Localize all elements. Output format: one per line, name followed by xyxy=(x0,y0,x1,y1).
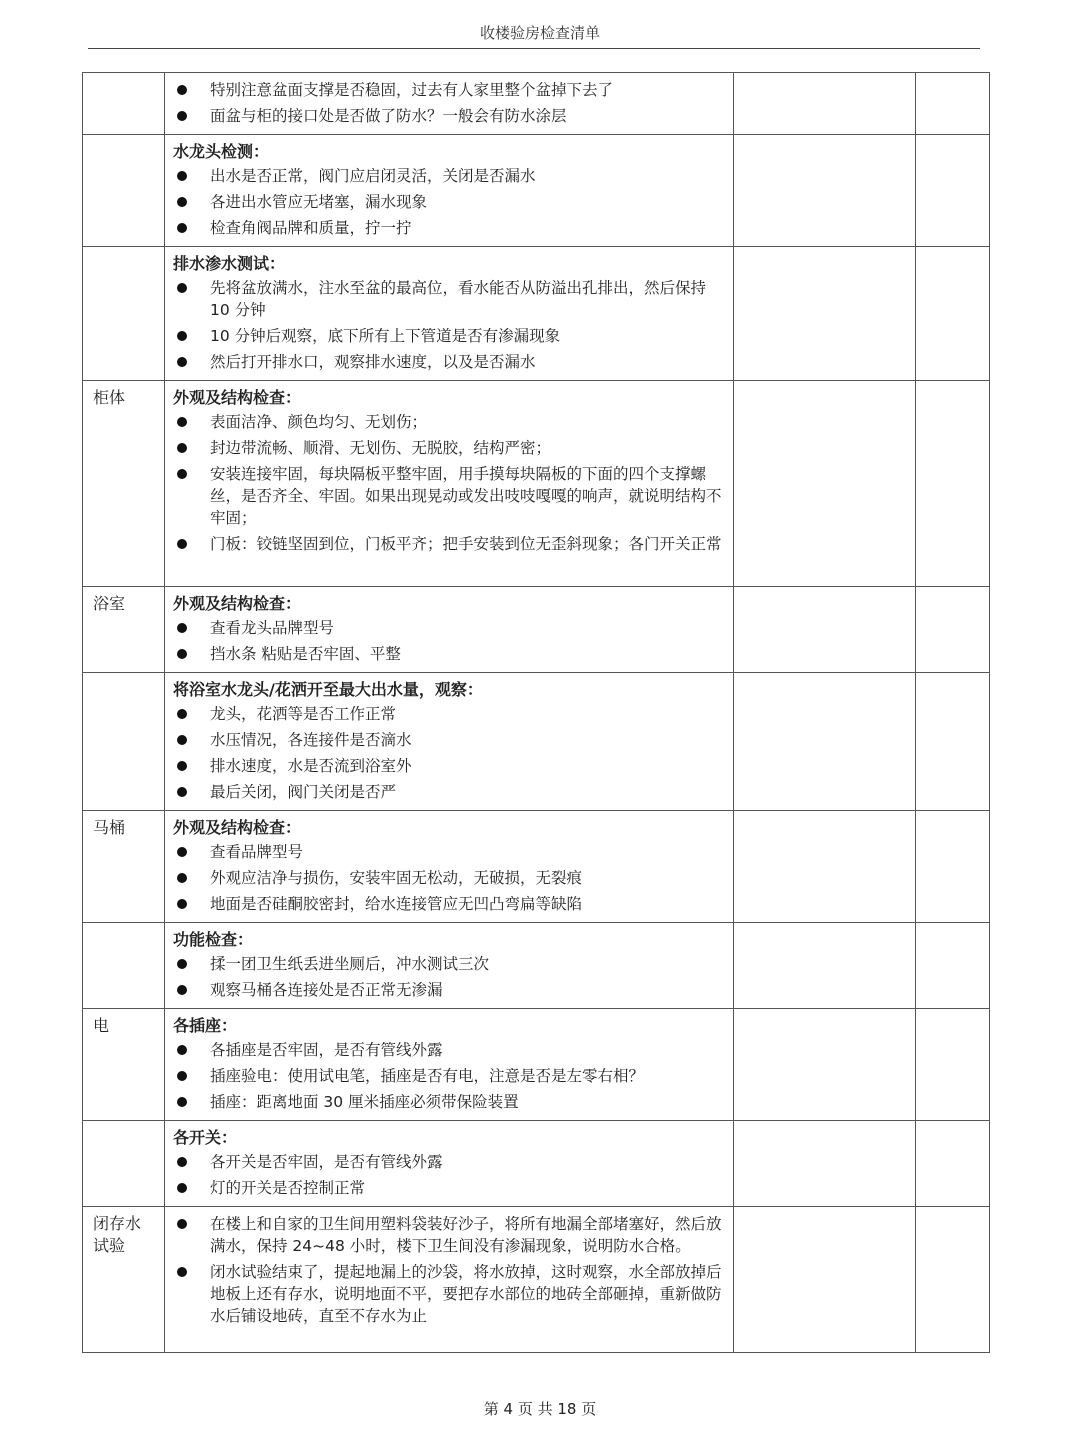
bullet-icon xyxy=(177,197,187,207)
page-number: 第 4 页 共 18 页 xyxy=(483,1400,597,1418)
check-result-cell xyxy=(734,1009,916,1121)
bullet-icon xyxy=(177,787,187,797)
remark-cell xyxy=(916,381,990,587)
section-heading: 外观及结构检查： xyxy=(173,594,302,613)
bullet-icon xyxy=(177,847,187,857)
bullet-icon xyxy=(177,649,187,659)
list-item: 灯的开关是否控制正常 xyxy=(173,1177,725,1199)
check-result-cell xyxy=(734,381,916,587)
check-result-cell xyxy=(734,673,916,811)
list-item: 最后关闭，阀门关闭是否严 xyxy=(173,781,725,803)
category-cell xyxy=(83,811,165,923)
bullet-icon xyxy=(177,873,187,883)
list-item: 各插座是否牢固，是否有管线外露 xyxy=(173,1039,725,1061)
header-divider xyxy=(88,48,980,49)
category-cell xyxy=(83,1121,165,1207)
list-item: 水压情况，各连接件是否滴水 xyxy=(173,729,725,751)
list-item: 在楼上和自家的卫生间用塑料袋装好沙子，将所有地漏全部堵塞好，然后放满水，保持 24~48 小时，楼下卫生间没有渗漏现象，说明防水合格。 xyxy=(173,1213,725,1257)
bullet-icon xyxy=(177,469,187,479)
bullet-icon xyxy=(177,899,187,909)
remark-cell xyxy=(916,1009,990,1121)
list-item: 排水速度，水是否流到浴室外 xyxy=(173,755,725,777)
content-cell xyxy=(165,381,734,587)
remark-cell xyxy=(916,1121,990,1207)
table-row xyxy=(83,1207,990,1353)
list-item: 地面是否硅酮胶密封，给水连接管应无凹凸弯扁等缺陷 xyxy=(173,893,725,915)
bullet-icon xyxy=(177,1219,187,1229)
category-cell xyxy=(83,247,165,381)
content-cell xyxy=(165,135,734,247)
list-item: 闭水试验结束了，提起地漏上的沙袋，将水放掉，这时观察，水全部放掉后地板上还有存水，说明地面不平，要把存水部位的地砖全部砸掉，重新做防水后铺设地砖，直至不存水为止 xyxy=(173,1261,725,1327)
list-item: 龙头，花洒等是否工作正常 xyxy=(173,703,725,725)
category-label: 马桶 xyxy=(93,818,126,837)
table-row xyxy=(83,673,990,811)
section-heading: 水龙头检测： xyxy=(173,142,270,161)
category-cell xyxy=(83,1009,165,1121)
content-cell xyxy=(165,73,734,135)
list-item: 揉一团卫生纸丢进坐厕后，冲水测试三次 xyxy=(173,953,725,975)
list-item: 插座验电：使用试电笔，插座是否有电，注意是否是左零右相？ xyxy=(173,1065,725,1087)
table-row xyxy=(83,1121,990,1207)
category-cell xyxy=(83,1207,165,1353)
list-item: 观察马桶各连接处是否正常无渗漏 xyxy=(173,979,725,1001)
list-item: 检查角阀品牌和质量，拧一拧 xyxy=(173,217,725,239)
list-item: 封边带流畅、顺滑、无划伤、无脱胶，结构严密； xyxy=(173,437,725,459)
page-header-title: 收楼验房检查清单 xyxy=(479,24,600,42)
list-item: 出水是否正常，阀门应启闭灵活，关闭是否漏水 xyxy=(173,165,725,187)
list-item: 外观应洁净与损伤，安装牢固无松动，无破损，无裂痕 xyxy=(173,867,725,889)
section-heading: 排水渗水测试： xyxy=(173,254,286,273)
list-item: 查看品牌型号 xyxy=(173,841,725,863)
bullet-icon xyxy=(177,985,187,995)
section-heading: 功能检查： xyxy=(173,930,254,949)
list-item: 然后打开排水口，观察排水速度，以及是否漏水 xyxy=(173,351,725,373)
section-heading: 外观及结构检查： xyxy=(173,388,302,407)
bullet-icon xyxy=(177,1183,187,1193)
bullet-icon xyxy=(177,331,187,341)
bullet-icon xyxy=(177,223,187,233)
content-cell xyxy=(165,673,734,811)
table-row xyxy=(83,923,990,1009)
list-item: 挡水条 粘贴是否牢固、平整 xyxy=(173,643,725,665)
section-heading: 各插座： xyxy=(173,1016,238,1035)
content-cell xyxy=(165,1121,734,1207)
category-cell xyxy=(83,673,165,811)
remark-cell xyxy=(916,1207,990,1353)
content-cell xyxy=(165,1207,734,1353)
table-row xyxy=(83,135,990,247)
category-label: 柜体 xyxy=(93,388,126,407)
bullet-icon xyxy=(177,283,187,293)
check-result-cell xyxy=(734,923,916,1009)
check-result-cell xyxy=(734,1207,916,1353)
bullet-icon xyxy=(177,709,187,719)
bullet-icon xyxy=(177,171,187,181)
bullet-icon xyxy=(177,85,187,95)
category-label: 闭存水试验 xyxy=(93,1214,142,1255)
bullet-icon xyxy=(177,1157,187,1167)
bullet-icon xyxy=(177,417,187,427)
list-item: 安装连接牢固，每块隔板平整牢固，用手摸每块隔板的下面的四个支撑螺丝，是否齐全、牢固。如果出现晃动或发出吱吱嘎嘎的响声，就说明结构不牢固； xyxy=(173,463,725,529)
content-cell xyxy=(165,587,734,673)
category-cell xyxy=(83,923,165,1009)
list-item: 门板：铰链坚固到位，门板平齐；把手安装到位无歪斜现象；各门开关正常 xyxy=(173,533,725,555)
check-result-cell xyxy=(734,247,916,381)
table-row xyxy=(83,1009,990,1121)
check-result-cell xyxy=(734,73,916,135)
section-heading: 将浴室水龙头/花洒开至最大出水量，观察： xyxy=(173,680,483,699)
bullet-icon xyxy=(177,357,187,367)
list-item: 特别注意盆面支撑是否稳固，过去有人家里整个盆掉下去了 xyxy=(173,79,725,101)
remark-cell xyxy=(916,587,990,673)
category-cell xyxy=(83,381,165,587)
list-item: 表面洁净、颜色均匀、无划伤； xyxy=(173,411,725,433)
list-item: 各开关是否牢固，是否有管线外露 xyxy=(173,1151,725,1173)
category-cell xyxy=(83,587,165,673)
bullet-icon xyxy=(177,761,187,771)
check-result-cell xyxy=(734,1121,916,1207)
bullet-icon xyxy=(177,539,187,549)
category-cell xyxy=(83,135,165,247)
remark-cell xyxy=(916,923,990,1009)
list-item: 插座：距离地面 30 厘米插座必须带保险装置 xyxy=(173,1091,725,1113)
check-result-cell xyxy=(734,135,916,247)
bullet-icon xyxy=(177,111,187,121)
section-heading: 各开关： xyxy=(173,1128,238,1147)
content-cell xyxy=(165,923,734,1009)
content-cell xyxy=(165,1009,734,1121)
table-row xyxy=(83,587,990,673)
remark-cell xyxy=(916,135,990,247)
section-heading: 外观及结构检查： xyxy=(173,818,302,837)
list-item: 10 分钟后观察，底下所有上下管道是否有渗漏现象 xyxy=(173,325,725,347)
content-cell xyxy=(165,811,734,923)
table-row xyxy=(83,247,990,381)
content-cell xyxy=(165,247,734,381)
check-result-cell xyxy=(734,587,916,673)
list-item: 先将盆放满水，注水至盆的最高位，看水能否从防溢出孔排出，然后保持 10 分钟 xyxy=(173,277,725,321)
category-label: 浴室 xyxy=(93,594,126,613)
remark-cell xyxy=(916,673,990,811)
remark-cell xyxy=(916,247,990,381)
list-item: 各进出水管应无堵塞，漏水现象 xyxy=(173,191,725,213)
bullet-icon xyxy=(177,959,187,969)
table-row xyxy=(83,811,990,923)
list-item: 面盆与柜的接口处是否做了防水？一般会有防水涂层 xyxy=(173,105,725,127)
bullet-icon xyxy=(177,1045,187,1055)
bullet-icon xyxy=(177,443,187,453)
bullet-icon xyxy=(177,1097,187,1107)
category-cell xyxy=(83,73,165,135)
checklist-table xyxy=(82,72,990,1353)
remark-cell xyxy=(916,73,990,135)
list-item: 查看龙头品牌型号 xyxy=(173,617,725,639)
check-result-cell xyxy=(734,811,916,923)
bullet-icon xyxy=(177,735,187,745)
remark-cell xyxy=(916,811,990,923)
bullet-icon xyxy=(177,623,187,633)
bullet-icon xyxy=(177,1071,187,1081)
category-label: 电 xyxy=(93,1016,110,1035)
table-row xyxy=(83,381,990,587)
bullet-icon xyxy=(177,1267,187,1277)
table-row xyxy=(83,73,990,135)
